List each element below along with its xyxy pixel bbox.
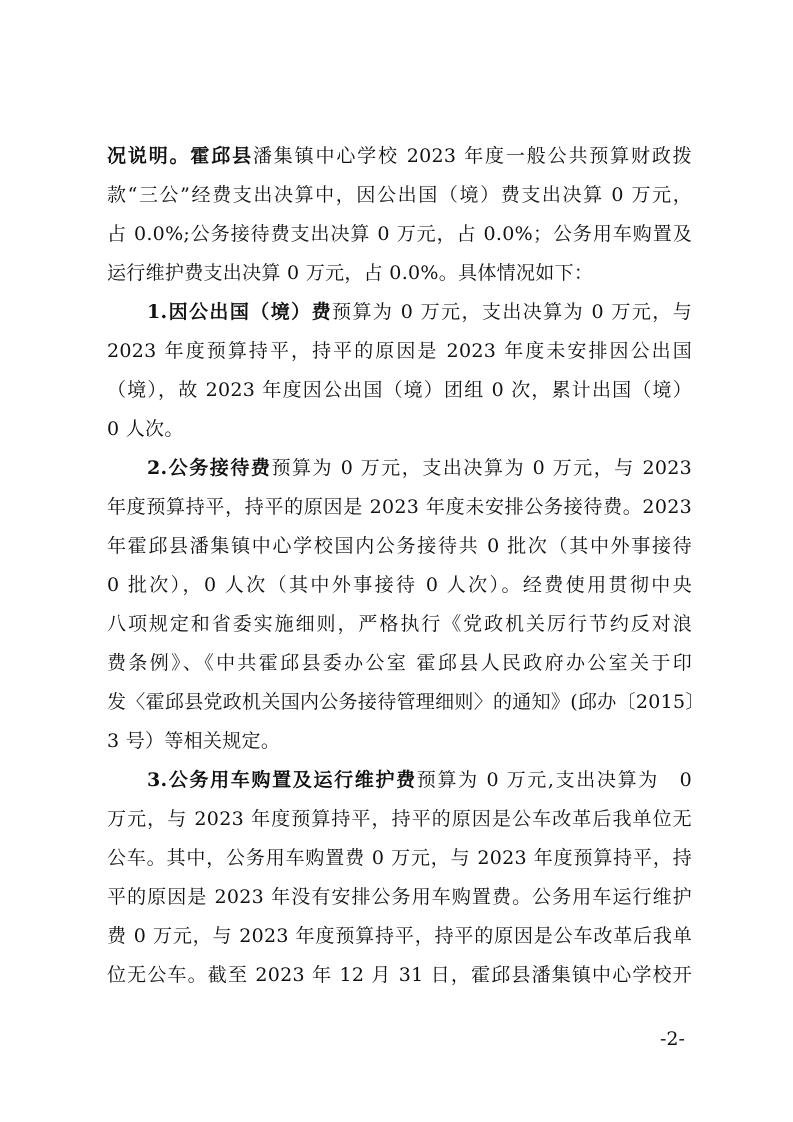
text-line: 发〈霍邱县党政机关国内公务接待管理细则〉的通知》(邱办〔2015〕 xyxy=(107,691,705,713)
text-line: 2023 年度预算持平，持平的原因是 2023 年度未安排因公出国 xyxy=(107,340,692,362)
text-line xyxy=(107,293,692,332)
text-line: 费条例》、《中共霍邱县委办公室 霍邱县人民政府办公室关于印 xyxy=(107,652,692,674)
section-heading: 2.公务接待费 xyxy=(147,457,272,479)
section-heading: 1.因公出国（境）费 xyxy=(147,301,333,323)
text-run: 预算为 0 万元,支出决算为 0 xyxy=(416,769,692,791)
document-body xyxy=(107,137,705,995)
text-line: （境），故 2023 年度因公出国（境）团组 0 次，累计出国（境） xyxy=(107,379,692,401)
section-heading: 3.公务用车购置及运行维护费 xyxy=(147,769,417,791)
text-line: 运行维护费支出决算 0 万元，占 0.0%。具体情况如下： xyxy=(107,262,594,284)
text-line: 0 人次。 xyxy=(107,418,184,440)
text-run: 预算为 0 万元，支出决算为 0 万元，与 2023 xyxy=(271,457,693,479)
text-line: 平的原因是 2023 年没有安排公务用车购置费。公务用车运行维护 xyxy=(107,886,692,908)
paragraph-overseas-travel xyxy=(107,293,692,449)
text-line: 3 号）等相关规定。 xyxy=(107,730,281,752)
text-line: 款“三公”经费支出决算中，因公出国（境）费支出决算 0 万元， xyxy=(107,184,692,206)
text-line: 年霍邱县潘集镇中心学校国内公务接待共 0 批次（其中外事接待 xyxy=(107,535,692,557)
page-number: -2- xyxy=(660,1028,685,1050)
text-line xyxy=(107,761,692,800)
text-line: 位无公车。截至 2023 年 12 月 31 日，霍邱县潘集镇中心学校开 xyxy=(107,964,692,986)
text-run: 预算为 0 万元，支出决算为 0 万元，与 xyxy=(332,301,692,323)
bold-lead: 况说明。霍邱县 xyxy=(107,145,253,167)
paragraph-official-reception xyxy=(107,449,705,761)
text-line: 八项规定和省委实施细则，严格执行《党政机关厉行节约反对浪 xyxy=(107,613,692,635)
text-line: 年度预算持平，持平的原因是 2023 年度未安排公务接待费。2023 xyxy=(107,496,692,518)
text-line: 公车。其中，公务用车购置费 0 万元，与 2023 年度预算持平，持 xyxy=(107,847,692,869)
text-line: 0 批次），0 人次（其中外事接待 0 人次）。经费使用贯彻中央 xyxy=(107,574,692,596)
text-line xyxy=(107,449,692,488)
paragraph-official-vehicles xyxy=(107,761,692,995)
text-line: 占 0.0%;公务接待费支出决算 0 万元，占 0.0%；公务用车购置及 xyxy=(107,223,692,245)
text-line: 万元，与 2023 年度预算持平，持平的原因是公车改革后我单位无 xyxy=(107,808,692,830)
text-line: 费 0 万元，与 2023 年度预算持平，持平的原因是公车改革后我单 xyxy=(107,925,692,947)
paragraph-summary xyxy=(107,137,692,293)
text-line xyxy=(107,137,692,176)
text-run: 潘集镇中心学校 2023 年度一般公共预算财政拨 xyxy=(252,145,692,167)
